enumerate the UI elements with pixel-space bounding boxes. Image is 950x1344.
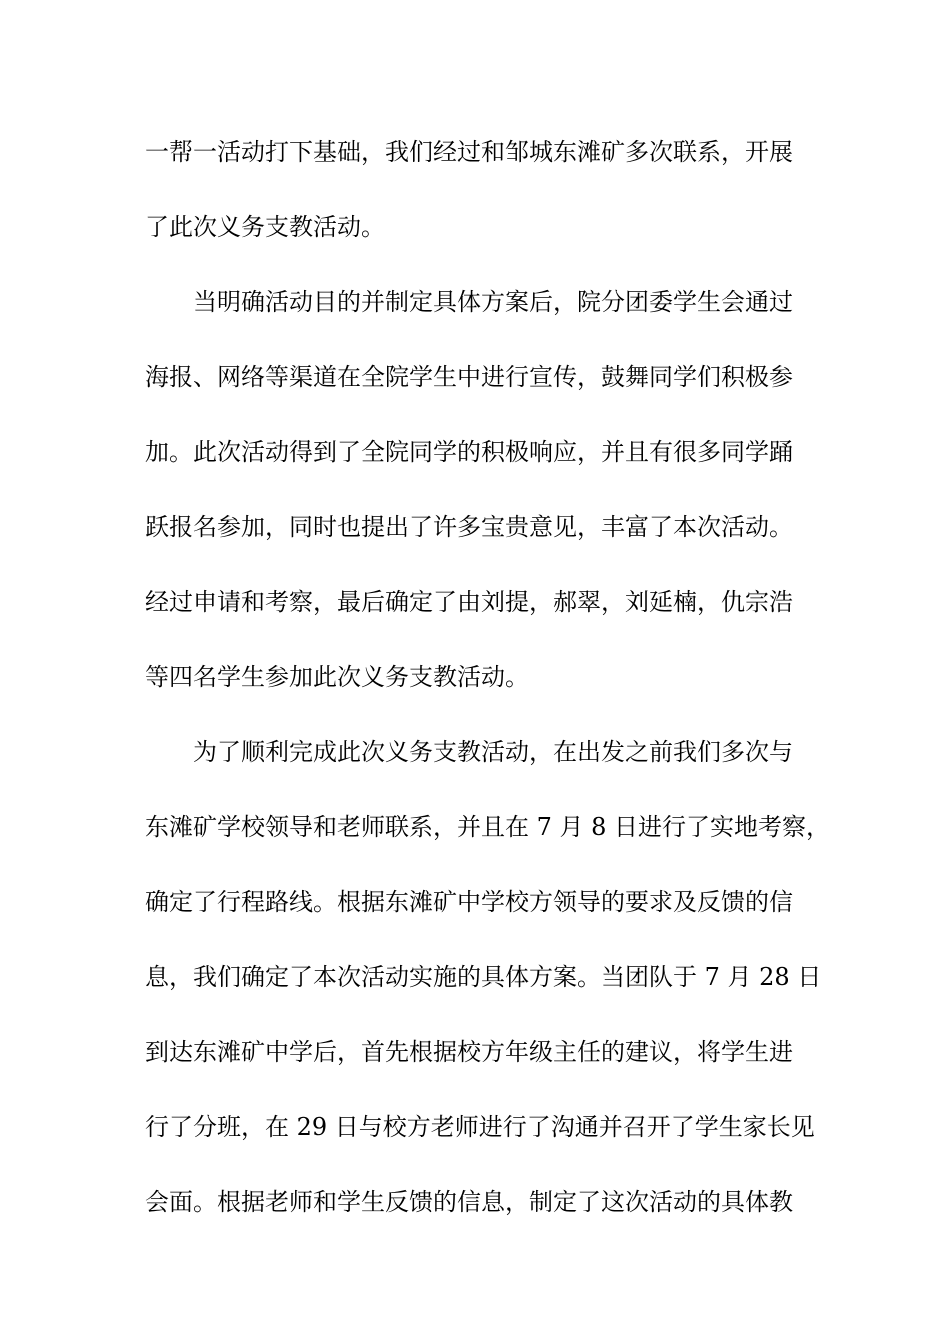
text-line-9: 为了顺利完成此次义务支教活动，在出发之前我们多次与 xyxy=(193,738,793,766)
text-line-6: 跃报名参加，同时也提出了许多宝贵意见，丰富了本次活动。 xyxy=(145,513,793,541)
text-line-7: 经过申请和考察，最后确定了由刘提，郝翠，刘延楠，仇宗浩 xyxy=(145,588,793,616)
text-line-15: 会面。根据老师和学生反馈的信息，制定了这次活动的具体教 xyxy=(145,1188,793,1216)
text-line-14: 行了分班，在 29 日与校方老师进行了沟通并召开了学生家长见 xyxy=(145,1113,815,1141)
text-line-11: 确定了行程路线。根据东滩矿中学校方领导的要求及反馈的信 xyxy=(145,888,793,916)
text-line-4: 海报、网络等渠道在全院学生中进行宣传，鼓舞同学们积极参 xyxy=(145,363,793,391)
text-line-5: 加。此次活动得到了全院同学的积极响应，并且有很多同学踊 xyxy=(145,438,793,466)
text-line-8: 等四名学生参加此次义务支教活动。 xyxy=(145,663,529,691)
text-line-2: 了此次义务支教活动。 xyxy=(145,213,385,241)
text-line-3: 当明确活动目的并制定具体方案后，院分团委学生会通过 xyxy=(193,288,793,316)
text-line-12: 息，我们确定了本次活动实施的具体方案。当团队于 7 月 28 日 xyxy=(145,963,822,991)
text-line-10: 东滩矿学校领导和老师联系，并且在 7 月 8 日进行了实地考察， xyxy=(145,813,831,841)
text-line-13: 到达东滩矿中学后，首先根据校方年级主任的建议，将学生进 xyxy=(145,1038,793,1066)
text-line-1: 一帮一活动打下基础，我们经过和邹城东滩矿多次联系，开展 xyxy=(145,138,793,166)
